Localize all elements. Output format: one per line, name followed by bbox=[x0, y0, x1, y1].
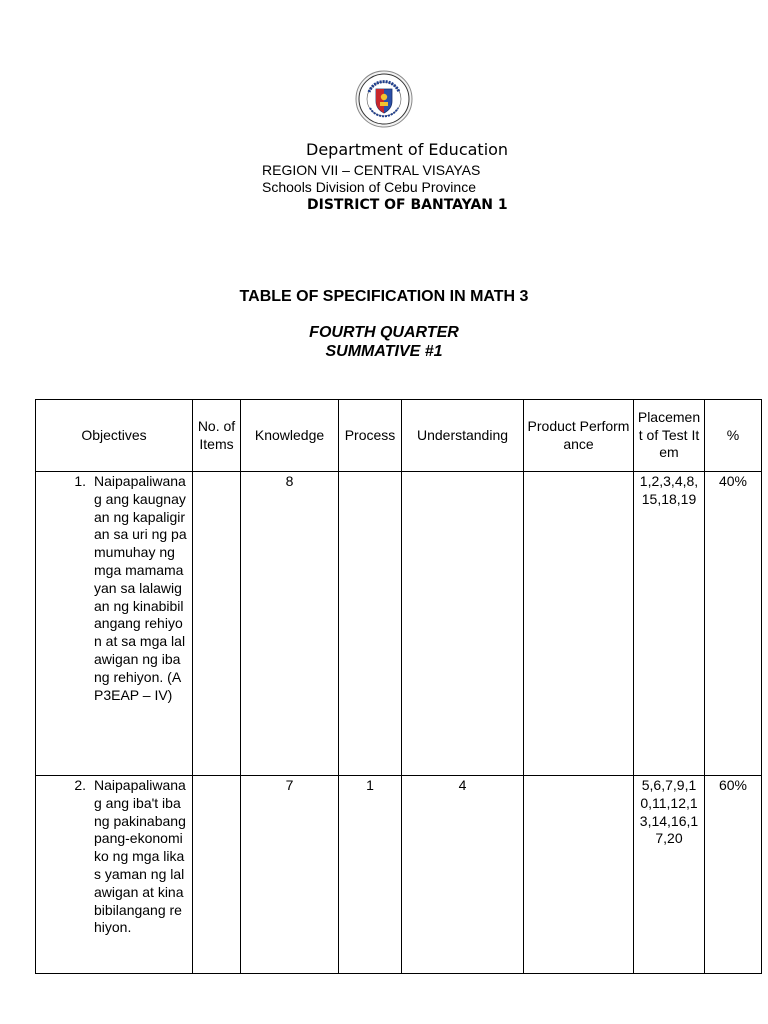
percent-cell: 60% bbox=[705, 776, 762, 974]
objective-cell bbox=[36, 472, 193, 776]
header-no-of-items: No. of Items bbox=[193, 400, 241, 472]
process-cell: 1 bbox=[339, 776, 402, 974]
document-title: TABLE OF SPECIFICATION IN MATH 3 bbox=[239, 288, 529, 305]
department-name: Department of Education bbox=[306, 140, 509, 159]
header-percent: % bbox=[705, 400, 762, 472]
product-cell bbox=[524, 472, 634, 776]
region-block bbox=[262, 162, 480, 196]
percent-cell: 40% bbox=[705, 472, 762, 776]
items-cell bbox=[193, 776, 241, 974]
placement-cell: 5,6,7,9,10,11,12,13,14,16,17,20 bbox=[634, 776, 705, 974]
placement-cell: 1,2,3,4,8,15,18,19 bbox=[634, 472, 705, 776]
region-name: REGION VII – CENTRAL VISAYAS bbox=[262, 162, 481, 178]
district-name: DISTRICT OF BANTAYAN 1 bbox=[307, 197, 508, 213]
table-row bbox=[36, 472, 762, 776]
subtitle-summative: SUMMATIVE #1 bbox=[325, 343, 443, 360]
items-cell bbox=[193, 472, 241, 776]
document-subtitle bbox=[0, 323, 768, 361]
specification-table bbox=[35, 399, 762, 974]
header-objectives: Objectives bbox=[36, 400, 193, 472]
deped-seal-logo bbox=[355, 70, 413, 128]
header-product-performance: Product Performance bbox=[524, 400, 634, 472]
objective-text: Naipapaliwanag ang kaugnayan ng kapaligiran sa uri ng pamumuhay ng mga mamamayan sa lalawigan ng kinabibilangang rehiyon at sa mga lalawigan ng ibang rehiyon. (AP3EAP – IV) bbox=[94, 473, 187, 703]
header-process: Process bbox=[339, 400, 402, 472]
table-row bbox=[36, 776, 762, 974]
understanding-cell bbox=[402, 472, 524, 776]
product-cell bbox=[524, 776, 634, 974]
process-cell bbox=[339, 472, 402, 776]
objective-text: Naipapaliwanag ang iba't ibang pakinabang pang-ekonomiko ng mga likas yaman ng lalawigan at kinabibilangang rehiyon. bbox=[94, 777, 186, 936]
division-name: Schools Division of Cebu Province bbox=[262, 179, 476, 195]
understanding-cell: 4 bbox=[402, 776, 524, 974]
objective-cell bbox=[36, 776, 193, 974]
knowledge-cell: 7 bbox=[241, 776, 339, 974]
objective-number: 1. bbox=[74, 473, 86, 489]
header-knowledge: Knowledge bbox=[241, 400, 339, 472]
knowledge-cell: 8 bbox=[241, 472, 339, 776]
header-placement: Placement of Test Item bbox=[634, 400, 705, 472]
header-understanding: Understanding bbox=[402, 400, 524, 472]
objective-number: 2. bbox=[74, 777, 86, 793]
subtitle-quarter: FOURTH QUARTER bbox=[309, 324, 459, 341]
